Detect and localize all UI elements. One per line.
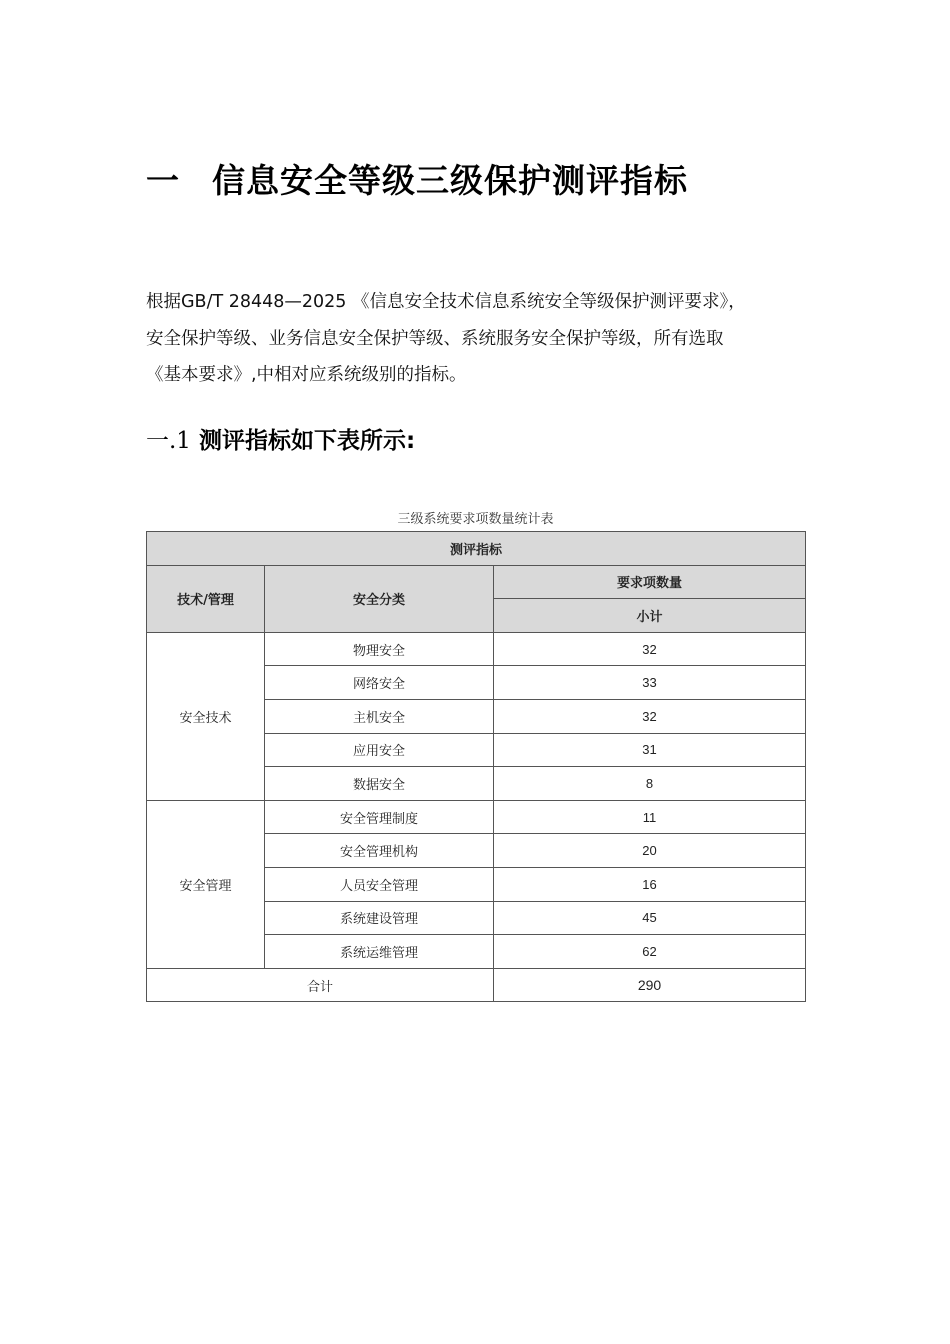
paragraph-line: 根据GB/T 28448—2025 《信息安全技术信息系统安全等级保护测评要求》， bbox=[146, 292, 746, 312]
header-class: 安全分类 bbox=[265, 565, 494, 632]
class-cell: 人员安全管理 bbox=[265, 867, 494, 901]
class-cell: 应用安全 bbox=[265, 733, 494, 767]
header-category: 技术/管理 bbox=[147, 565, 265, 632]
section-number: 一 bbox=[146, 161, 180, 200]
class-cell: 主机安全 bbox=[265, 699, 494, 733]
section-heading bbox=[146, 155, 688, 202]
count-cell: 20 bbox=[494, 834, 806, 868]
count-cell: 45 bbox=[494, 901, 806, 935]
subsection-number: 一.1 bbox=[146, 428, 191, 454]
group-label: 安全管理 bbox=[147, 800, 265, 968]
class-cell: 数据安全 bbox=[265, 767, 494, 801]
count-cell: 16 bbox=[494, 867, 806, 901]
total-value: 290 bbox=[494, 968, 806, 1002]
class-cell: 物理安全 bbox=[265, 632, 494, 666]
count-cell: 11 bbox=[494, 800, 806, 834]
table-total-row bbox=[147, 968, 806, 1002]
total-label: 合计 bbox=[147, 968, 494, 1002]
table-caption: 三级系统要求项数量统计表 bbox=[397, 512, 554, 527]
count-cell: 8 bbox=[494, 767, 806, 801]
paragraph-line: 安全保护等级、业务信息安全保护等级、系统服务安全保护等级，所有选取 bbox=[146, 328, 724, 349]
table-header-row bbox=[147, 565, 806, 599]
class-cell: 网络安全 bbox=[265, 666, 494, 700]
subsection-title: 测评指标如下表所示: bbox=[198, 428, 416, 454]
class-cell: 系统运维管理 bbox=[265, 935, 494, 969]
table-row bbox=[147, 632, 806, 666]
count-cell: 32 bbox=[494, 632, 806, 666]
class-cell: 系统建设管理 bbox=[265, 901, 494, 935]
count-cell: 31 bbox=[494, 733, 806, 767]
group-label: 安全技术 bbox=[147, 632, 265, 800]
table-header-row bbox=[147, 532, 806, 566]
class-cell: 安全管理机构 bbox=[265, 834, 494, 868]
count-cell: 62 bbox=[494, 935, 806, 969]
intro-paragraph bbox=[146, 284, 814, 394]
subsection-heading bbox=[146, 422, 415, 455]
paragraph-line: 《基本要求》,中相对应系统级别的指标。 bbox=[146, 365, 467, 385]
count-cell: 33 bbox=[494, 666, 806, 700]
requirements-table bbox=[146, 531, 806, 1002]
header-subtotal: 小计 bbox=[494, 599, 806, 633]
header-count: 要求项数量 bbox=[494, 565, 806, 599]
table-row bbox=[147, 800, 806, 834]
header-evaluation-index: 测评指标 bbox=[147, 532, 806, 566]
count-cell: 32 bbox=[494, 699, 806, 733]
class-cell: 安全管理制度 bbox=[265, 800, 494, 834]
section-title: 信息安全等级三级保护测评指标 bbox=[212, 161, 688, 200]
